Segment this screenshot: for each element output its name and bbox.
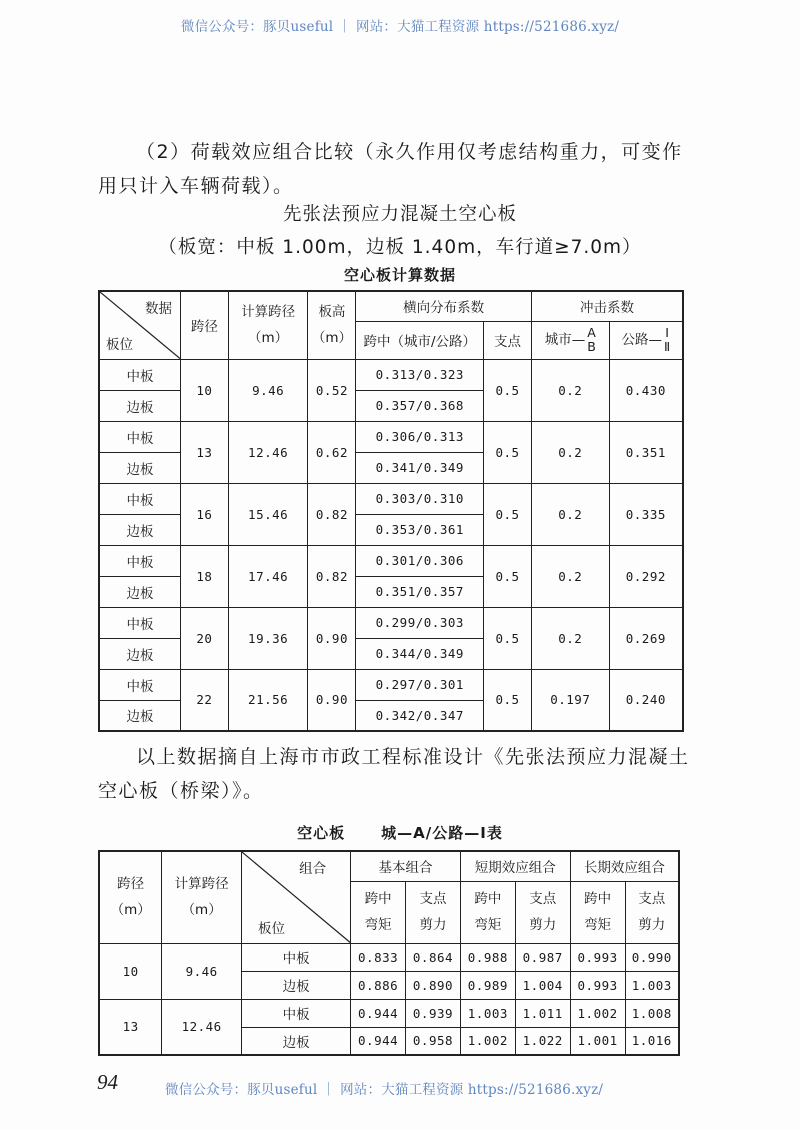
- header-mid-moment-line2: 弯矩: [364, 917, 392, 933]
- header-diagonal-cell: [241, 851, 350, 943]
- cell-transverse-edge: 0.357/0.368: [356, 390, 484, 421]
- cell-support: 0.5: [484, 545, 532, 607]
- row-label-mid: 中板: [99, 669, 181, 700]
- cell-height: 0.82: [308, 545, 356, 607]
- cell-transverse-mid: 0.306/0.313: [356, 421, 484, 452]
- header-span: 跨径: [181, 291, 229, 359]
- row-label-mid: 中板: [99, 607, 181, 638]
- impact-road-bottom: Ⅱ: [664, 339, 671, 354]
- impact-city-bottom: B: [587, 339, 596, 354]
- header-combination-label: 组合: [299, 861, 327, 877]
- section-title: 先张法预应力混凝土空心板: [282, 204, 517, 225]
- header-position-label: 板位: [257, 920, 285, 937]
- cell-support: 0.5: [484, 359, 532, 421]
- cell-value: 0.988: [460, 943, 515, 971]
- cell-transverse-edge: 0.351/0.357: [356, 576, 484, 607]
- cell-value: 0.886: [351, 971, 406, 999]
- header-transverse-support: 支点: [484, 321, 532, 359]
- section-heading-paragraph: （2）荷载效应组合比较（永久作用仅考虑结构重力，可变作用只计入车辆荷载）。: [98, 141, 683, 197]
- header-mid-moment-line1: 跨中: [364, 891, 392, 907]
- cell-calc-span: 19.36: [228, 607, 308, 669]
- header-calc-span-line1: 计算跨径: [241, 304, 296, 321]
- cell-transverse-mid: 0.297/0.301: [356, 669, 484, 700]
- cell-calc-span: 17.46: [228, 545, 308, 607]
- row-label-edge: 边板: [99, 452, 181, 483]
- cell-impact-city: 0.2: [531, 483, 609, 545]
- cell-value: 0.993: [570, 943, 625, 971]
- header-height: [308, 291, 356, 359]
- cell-value: 0.944: [351, 999, 406, 1027]
- cell-calc-span: 12.46: [162, 999, 242, 1055]
- header-mid-moment: [570, 881, 625, 943]
- table2-caption-a: 空心板: [297, 824, 346, 842]
- cell-value: 0.987: [515, 943, 570, 971]
- header-support-shear: [406, 881, 461, 943]
- load-combination-table: [98, 850, 680, 1056]
- cell-span: 13: [99, 999, 162, 1055]
- page-number: 94: [97, 1070, 118, 1094]
- row-label-mid: 中板: [99, 483, 181, 514]
- source-paragraph: 以上数据摘自上海市市政工程标准设计《先张法预应力混凝土空心板（桥梁）》。: [98, 746, 690, 802]
- table1-caption: 空心板计算数据: [343, 266, 456, 284]
- header-mid-moment-line1: 跨中: [584, 891, 612, 907]
- row-label: 中板: [241, 943, 350, 971]
- header-calc-span: [162, 851, 242, 943]
- cell-value: 0.958: [406, 1027, 461, 1055]
- header-calc-span-line1: 计算跨径: [174, 876, 229, 893]
- cell-impact-city: 0.2: [531, 421, 609, 483]
- cell-calc-span: 15.46: [228, 483, 308, 545]
- watermark-top: 微信公众号：豚贝useful ｜ 网站：大猫工程资源 https://521686.xyz/: [180, 19, 620, 35]
- cell-value: 1.008: [625, 999, 679, 1027]
- hollow-slab-data-table: [98, 290, 684, 732]
- section-subtitle: （板宽：中板 1.00m，边板 1.40m，车行道≥7.0m）: [158, 237, 642, 258]
- row-label-edge: 边板: [99, 576, 181, 607]
- cell-transverse-mid: 0.313/0.323: [356, 359, 484, 390]
- cell-support: 0.5: [484, 607, 532, 669]
- cell-height: 0.62: [308, 421, 356, 483]
- header-support-shear-line2: 剪力: [529, 917, 557, 933]
- cell-span: 16: [181, 483, 229, 545]
- header-calc-span: [228, 291, 308, 359]
- row-label-mid: 中板: [99, 421, 181, 452]
- cell-transverse-mid: 0.301/0.306: [356, 545, 484, 576]
- header-support-shear: [625, 881, 679, 943]
- cell-transverse-edge: 0.353/0.361: [356, 514, 484, 545]
- header-support-shear: [515, 881, 570, 943]
- header-support-shear-line2: 剪力: [419, 917, 447, 933]
- cell-value: 1.002: [570, 999, 625, 1027]
- header-diagonal-cell: [99, 291, 181, 359]
- cell-impact-road: 0.240: [609, 669, 683, 731]
- header-span: [99, 851, 162, 943]
- cell-value: 1.002: [460, 1027, 515, 1055]
- table2-caption-b: 城—A/公路—Ⅰ表: [381, 824, 503, 842]
- header-height-line1: 板高: [318, 304, 346, 321]
- cell-span: 18: [181, 545, 229, 607]
- cell-impact-road: 0.292: [609, 545, 683, 607]
- row-label-mid: 中板: [99, 545, 181, 576]
- cell-value: 1.003: [460, 999, 515, 1027]
- cell-span: 22: [181, 669, 229, 731]
- cell-span: 10: [99, 943, 162, 999]
- row-label: 中板: [241, 999, 350, 1027]
- row-label-edge: 边板: [99, 514, 181, 545]
- header-height-line2: （m）: [311, 330, 353, 347]
- cell-value: 0.833: [351, 943, 406, 971]
- header-long-term-combination: 长期效应组合: [570, 851, 679, 881]
- header-mid-moment-line2: 弯矩: [474, 917, 502, 933]
- cell-value: 1.016: [625, 1027, 679, 1055]
- impact-road-label: 公路—: [621, 332, 662, 348]
- header-transverse: 横向分布系数: [356, 291, 532, 321]
- row-label: 边板: [241, 971, 350, 999]
- cell-span: 13: [181, 421, 229, 483]
- cell-support: 0.5: [484, 669, 532, 731]
- impact-city-label: 城市—: [544, 332, 586, 348]
- cell-impact-city: 0.2: [531, 607, 609, 669]
- header-short-term-combination: 短期效应组合: [460, 851, 570, 881]
- impact-road-top: Ⅰ: [665, 325, 669, 340]
- cell-value: 1.004: [515, 971, 570, 999]
- cell-transverse-edge: 0.341/0.349: [356, 452, 484, 483]
- cell-calc-span: 21.56: [228, 669, 308, 731]
- cell-calc-span: 12.46: [228, 421, 308, 483]
- table2-caption: [0, 822, 800, 843]
- header-position-label: 板位: [106, 336, 133, 353]
- cell-impact-city: 0.197: [531, 669, 609, 731]
- cell-transverse-mid: 0.299/0.303: [356, 607, 484, 638]
- cell-impact-city: 0.2: [531, 545, 609, 607]
- cell-calc-span: 9.46: [228, 359, 308, 421]
- header-impact-road: [609, 321, 683, 359]
- header-impact-city: [531, 321, 609, 359]
- header-span-line1: 跨径: [117, 876, 145, 893]
- header-calc-span-line2: （m）: [181, 902, 222, 919]
- header-mid-moment-line2: 弯矩: [584, 917, 612, 933]
- cell-transverse-edge: 0.342/0.347: [356, 700, 484, 731]
- cell-height: 0.52: [308, 359, 356, 421]
- row-label-edge: 边板: [99, 390, 181, 421]
- cell-height: 0.90: [308, 669, 356, 731]
- header-impact: 冲击系数: [531, 291, 683, 321]
- cell-calc-span: 9.46: [162, 943, 242, 999]
- cell-value: 1.011: [515, 999, 570, 1027]
- cell-value: 0.993: [570, 971, 625, 999]
- header-mid-moment-line1: 跨中: [474, 891, 502, 907]
- header-support-shear-line1: 支点: [638, 891, 666, 907]
- cell-value: 0.990: [625, 943, 679, 971]
- cell-value: 0.864: [406, 943, 461, 971]
- header-basic-combination: 基本组合: [351, 851, 461, 881]
- cell-span: 20: [181, 607, 229, 669]
- header-span-line2: （m）: [110, 902, 151, 919]
- cell-impact-road: 0.430: [609, 359, 683, 421]
- cell-height: 0.82: [308, 483, 356, 545]
- header-data-label: 数据: [145, 301, 172, 317]
- cell-impact-road: 0.351: [609, 421, 683, 483]
- cell-value: 1.001: [570, 1027, 625, 1055]
- cell-value: 0.890: [406, 971, 461, 999]
- cell-impact-road: 0.335: [609, 483, 683, 545]
- impact-city-top: A: [587, 325, 596, 340]
- header-transverse-mid: 跨中（城市/公路）: [356, 321, 484, 359]
- cell-value: 0.939: [406, 999, 461, 1027]
- row-label-edge: 边板: [99, 638, 181, 669]
- header-support-shear-line1: 支点: [419, 891, 447, 907]
- header-mid-moment: [460, 881, 515, 943]
- cell-impact-road: 0.269: [609, 607, 683, 669]
- cell-support: 0.5: [484, 483, 532, 545]
- cell-value: 1.003: [625, 971, 679, 999]
- cell-value: 0.989: [460, 971, 515, 999]
- row-label-edge: 边板: [99, 700, 181, 731]
- cell-height: 0.90: [308, 607, 356, 669]
- row-label-mid: 中板: [99, 359, 181, 390]
- cell-value: 1.022: [515, 1027, 570, 1055]
- cell-support: 0.5: [484, 421, 532, 483]
- cell-value: 0.944: [351, 1027, 406, 1055]
- cell-impact-city: 0.2: [531, 359, 609, 421]
- cell-transverse-mid: 0.303/0.310: [356, 483, 484, 514]
- watermark-bottom: 微信公众号：豚贝useful ｜ 网站：大猫工程资源 https://521686.xyz/: [165, 1082, 604, 1098]
- row-label: 边板: [241, 1027, 350, 1055]
- cell-transverse-edge: 0.344/0.349: [356, 638, 484, 669]
- cell-span: 10: [181, 359, 229, 421]
- header-support-shear-line2: 剪力: [638, 917, 666, 933]
- header-support-shear-line1: 支点: [529, 891, 557, 907]
- header-mid-moment: [351, 881, 406, 943]
- header-calc-span-line2: （m）: [248, 330, 289, 347]
